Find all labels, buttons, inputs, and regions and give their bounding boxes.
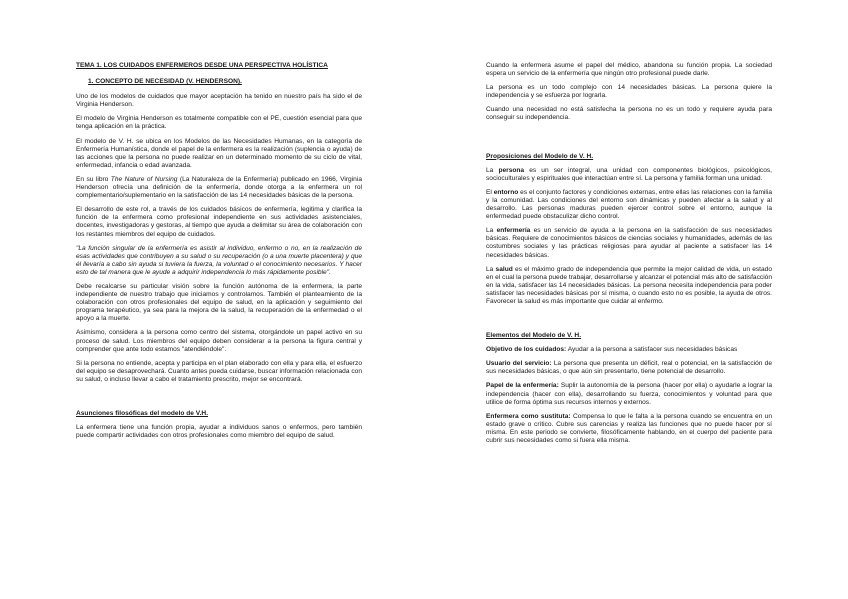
- term-objetivo: Objetivo de los cuidados:: [486, 346, 567, 354]
- paragraph: Si la persona no entiende, acepta y participa en el plan elaborado con ella y para ella, el esfuerzo del equipo se desaprovechará. Cuanto antes pueda cuidarse, buscar información relacionada con su salud, o incluso llevar a cabo el tratamiento prescrito, mejor se encontrará.: [76, 359, 362, 383]
- text: es un servicio de ayuda a la persona en la satisfacción de sus necesidades básicas. Requiere de conocimientos básicos de ciencias sociales y humanidades, además de las costumbres sociales y las prácticas religiosas para ayudar al paciente a satisfacer las 14 necesidades básicas.: [486, 227, 772, 259]
- paragraph: La enfermera tiene una función propia, ayudar a individuos sanos o enfermos, pero también puede compartir actividades con otros profesionales como miembro del equipo de salud.: [76, 424, 362, 440]
- term-usuario: Usuario del servicio:: [486, 360, 552, 368]
- paragraph-entorno: [486, 189, 772, 221]
- paragraph-salud: [486, 266, 772, 306]
- paragraph-papel: [486, 382, 772, 406]
- section-heading-asunciones: Asunciones filosóficas del modelo de V.H.: [76, 410, 209, 417]
- text: Compensa lo que le falta a la persona cuando se encuentra en un estado grave o crítico. Cubre sus carencias y realiza las funciones que no puede hacer por sí misma. En este periodo se convierte, filosóficamente hablando, en el cuerpo del paciente para cubrir sus necesidades como si fuera ella misma.: [486, 412, 773, 444]
- text: (La Naturaleza de la Enfermería) publicado en 1966, Virginia Henderson ofrecía una definición de la enfermería, donde otorga a la enfermera un rol complementario/suplementario en la satisfacción de las 14 necesidades básicas de la persona.: [76, 175, 362, 200]
- term-enfermeria: enfermería: [496, 227, 531, 235]
- paragraph: Debe recalcarse su particular visión sobre la función autónoma de la enfermera, la parte independiente de nuestro trabajo que iniciamos y controlamos. También el planteamiento de la colaboración con otros profesionales del equipo de salud, en la aplicación y seguimiento del programa terapéutico, ya sea para la mejora de la salud, la recuperación de la enfermedad o el apoyo a la muerte.: [76, 282, 362, 323]
- text: La: [486, 265, 496, 273]
- text: La: [486, 227, 497, 235]
- term-papel: Papel de la enfermería:: [486, 382, 559, 390]
- paragraph: El modelo de Virginia Henderson es totalmente compatible con el PE, cuestión esencial para que tenga aplicación en la práctica.: [76, 115, 362, 131]
- paragraph: El modelo de V. H. se ubica en los Modelos de las Necesidades Humanas, en la categoría de Enfermería Humanística, donde el papel de la enfermera es la realización (suplencia o ayuda) de las acciones que la persona no puede realizar en un determinado momento de su ciclo de vital, enfermedad, infancia o edad avanzada.: [76, 137, 362, 169]
- text: La persona que presenta un déficit, real o potencial, en la satisfacción de sus necesidades básicas, o que aún sin presentarlo, tiene potencial de desarrollo.: [486, 360, 772, 376]
- text: es el máximo grado de independencia que permite la mejor calidad de vida, un estado en el cual la persona puede trabajar, desarrollarse y alcanzar el potencial más alto de satisfacción en la vida, satisfacer las 14 necesidades básicas. La persona necesita independencia para poder satisfacer las necesidades básicas por sí misma, o cuando esto no es posible, la ayuda de otros. Favorecer la salud es más importante que cuidar al enfermo.: [486, 265, 772, 305]
- text: La: [486, 166, 499, 174]
- section-heading-necesidad: 1. CONCEPTO DE NECESIDAD (V. HENDERSON).: [88, 78, 242, 86]
- right-column: [486, 0, 772, 451]
- term-entorno: entorno: [493, 188, 519, 196]
- paragraph: La persona es un todo complejo con 14 necesidades básicas. La persona quiere la independencia y se esfuerza por lograrla.: [486, 84, 772, 100]
- book-title: The Nature of Nursing: [110, 175, 178, 183]
- left-column: [76, 0, 362, 446]
- paragraph: Uno de los modelos de cuidados que mayor aceptación ha tenido en nuestro país ha sido el de Virginia Henderson.: [76, 93, 362, 109]
- paragraph: Cuando una necesidad no está satisfecha la persona no es un todo y requiere ayuda para conseguir su independencia.: [486, 106, 772, 122]
- paragraph-enfermeria: [486, 227, 772, 259]
- paragraph-book: [76, 176, 362, 200]
- section-heading-elementos: Elementos del Modelo de V. H.: [486, 332, 582, 340]
- paragraph: El desarrollo de este rol, a través de los cuidados básicos de enfermería, legitima y clarifica la función de la enfermera como profesional independiente en sus actividades asistenciales, docentes, investigadoras y gestoras, al tiempo que ayuda a delimitar su área de colaboración con los restantes miembros del equipo de cuidados.: [76, 206, 362, 238]
- text: es un ser integral, una unidad con componentes biológicos, psicológicos, socioculturales y espirituales que interactúan entre sí. La persona y familia forman una unidad.: [486, 166, 772, 182]
- text: Suplir la autonomía de la persona (hacer por ella) o ayudarle a lograr la independencia (hacer con ella), desarrollando su fuerza, conocimientos y voluntad para que utilice de forma óptima sus recursos internos y externos.: [486, 382, 773, 406]
- section-heading-proposiciones: Proposiciones del Modelo de V. H.: [486, 152, 594, 160]
- term-persona: persona: [498, 166, 525, 174]
- text: El: [486, 188, 494, 196]
- term-sustituta: Enfermera como sustituta:: [486, 412, 571, 420]
- paragraph-usuario: [486, 360, 772, 376]
- paragraph-sustituta: [486, 413, 772, 445]
- paragraph-objetivo: [486, 346, 772, 354]
- text: Ayudar a la persona a satisfacer sus necesidades básicas: [566, 346, 738, 354]
- term-salud: salud: [495, 265, 513, 273]
- document-title: TEMA 1. LOS CUIDADOS ENFERMEROS DESDE UNA PERSPECTIVA HOLÍSTICA: [76, 62, 328, 69]
- paragraph: Cuando la enfermera asume el papel del médico, abandona su función propia. La sociedad espera un servicio de la enfermería que ningún otro profesional puede darle.: [486, 62, 772, 78]
- text: En su libro: [76, 175, 111, 183]
- quote-paragraph: "La función singular de la enfermería es asistir al individuo, enfermo o no, en la realización de esas actividades que contribuyen a su salud o su recuperación (o a una muerte placentera) y que él llevaría a cabo sin ayuda si tuviera la fuerza, la voluntad o el conocimiento necesarios. Y hacer esto de tal manera que le ayude a adquirir independencia lo más rápidamente posible".: [76, 244, 362, 276]
- paragraph-persona: [486, 167, 772, 183]
- paragraph: Asimismo, considera a la persona como centro del sistema, otorgándole un papel activo en su proceso de salud. Los miembros del equipo deben considerar a la persona la figura central y comprender que ante todo estamos "atendiéndole".: [76, 329, 362, 353]
- text: es el conjunto factores y condiciones externas, entre ellas las relaciones con la familia y la comunidad. Las condiciones del entorno son dinámicas y pueden afectar a la salud y al desarrollo. Las personas maduras pueden ejercer control sobre el entorno, aunque la enfermedad puede obstaculizar dicho control.: [486, 188, 772, 221]
